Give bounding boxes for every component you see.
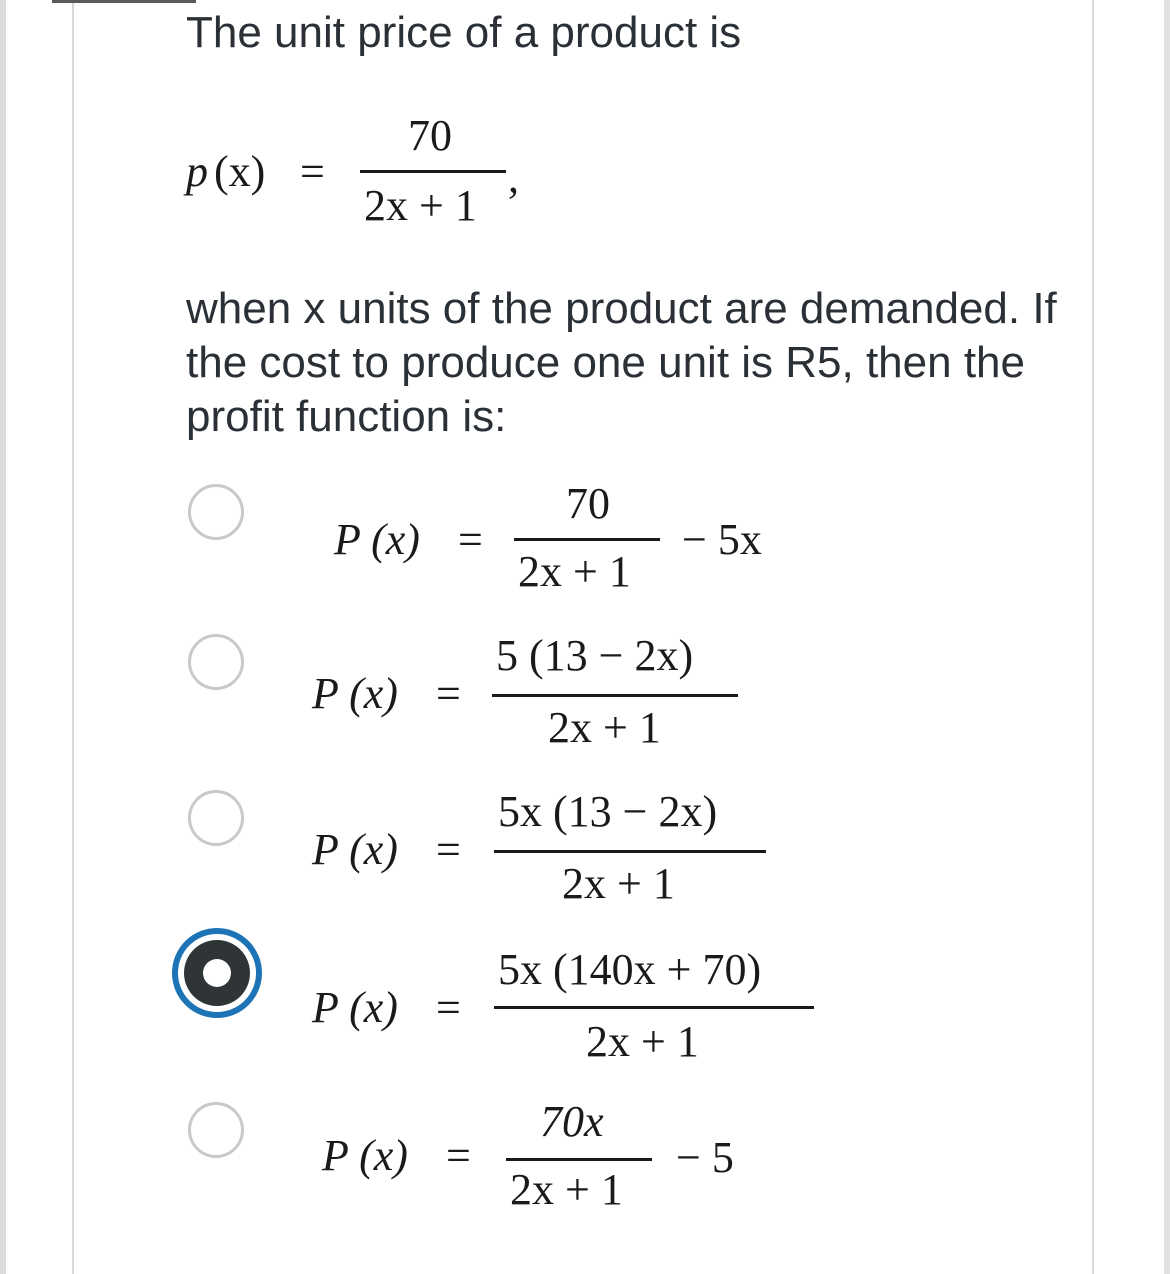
option-2-denominator: 2x + 1 xyxy=(548,703,661,752)
option-3-denominator: 2x + 1 xyxy=(562,859,675,908)
top-divider xyxy=(52,0,196,3)
page-edge-right xyxy=(1164,0,1170,1274)
option-5-fraction-bar xyxy=(506,1158,652,1161)
option-1-denominator: 2x + 1 xyxy=(518,547,631,596)
option-1-numerator: 70 xyxy=(566,479,610,528)
option-5-equals: = xyxy=(446,1131,471,1180)
option-5-numerator: 70x xyxy=(540,1097,604,1146)
radio-empty-icon[interactable] xyxy=(188,790,244,846)
option-3-lhs: P (x) xyxy=(312,825,398,874)
price-fn-comma: , xyxy=(508,153,519,202)
option-3-fraction-bar xyxy=(494,850,766,853)
radio-empty-icon[interactable] xyxy=(188,634,244,690)
option-4-numerator: 5x (140x + 70) xyxy=(498,945,762,994)
price-fn-equals: = xyxy=(300,147,325,196)
option-5-tail: − 5 xyxy=(676,1133,734,1182)
option-2-lhs: P (x) xyxy=(312,669,398,718)
option-1-fraction-bar xyxy=(514,538,660,541)
option-4-equals: = xyxy=(436,983,461,1032)
page-edge-left xyxy=(0,0,6,1274)
radio-checked-icon[interactable] xyxy=(172,928,262,1018)
question-intro: The unit price of a product is xyxy=(186,8,742,57)
price-fn-name: p xyxy=(186,147,208,196)
option-1-equals: = xyxy=(458,515,483,564)
option-2-equals: = xyxy=(436,669,461,718)
option-4-fraction-bar xyxy=(494,1006,814,1009)
question-body: when x units of the product are demanded. If the cost to produce one unit is R5, then the profit function is: xyxy=(186,284,1057,441)
price-fn-var: (x) xyxy=(214,147,266,196)
price-fn-fraction-bar xyxy=(360,170,506,173)
option-3-equals: = xyxy=(436,825,461,874)
option-1-tail: − 5x xyxy=(682,515,762,564)
option-3-numerator: 5x (13 − 2x) xyxy=(498,787,718,836)
radio-empty-icon[interactable] xyxy=(188,484,244,540)
option-2-fraction-bar xyxy=(492,694,738,697)
price-fn-denominator: 2x + 1 xyxy=(364,181,477,230)
option-5-lhs: P (x) xyxy=(322,1131,408,1180)
option-4-lhs: P (x) xyxy=(312,983,398,1032)
price-fn-numerator: 70 xyxy=(408,111,452,160)
radio-checked-fill xyxy=(184,940,250,1006)
radio-checked-dot xyxy=(203,959,231,987)
option-4-denominator: 2x + 1 xyxy=(586,1017,699,1066)
radio-empty-icon[interactable] xyxy=(188,1102,244,1158)
option-2-numerator: 5 (13 − 2x) xyxy=(496,631,694,680)
option-1-lhs: P (x) xyxy=(334,515,420,564)
option-5-denominator: 2x + 1 xyxy=(510,1165,623,1214)
